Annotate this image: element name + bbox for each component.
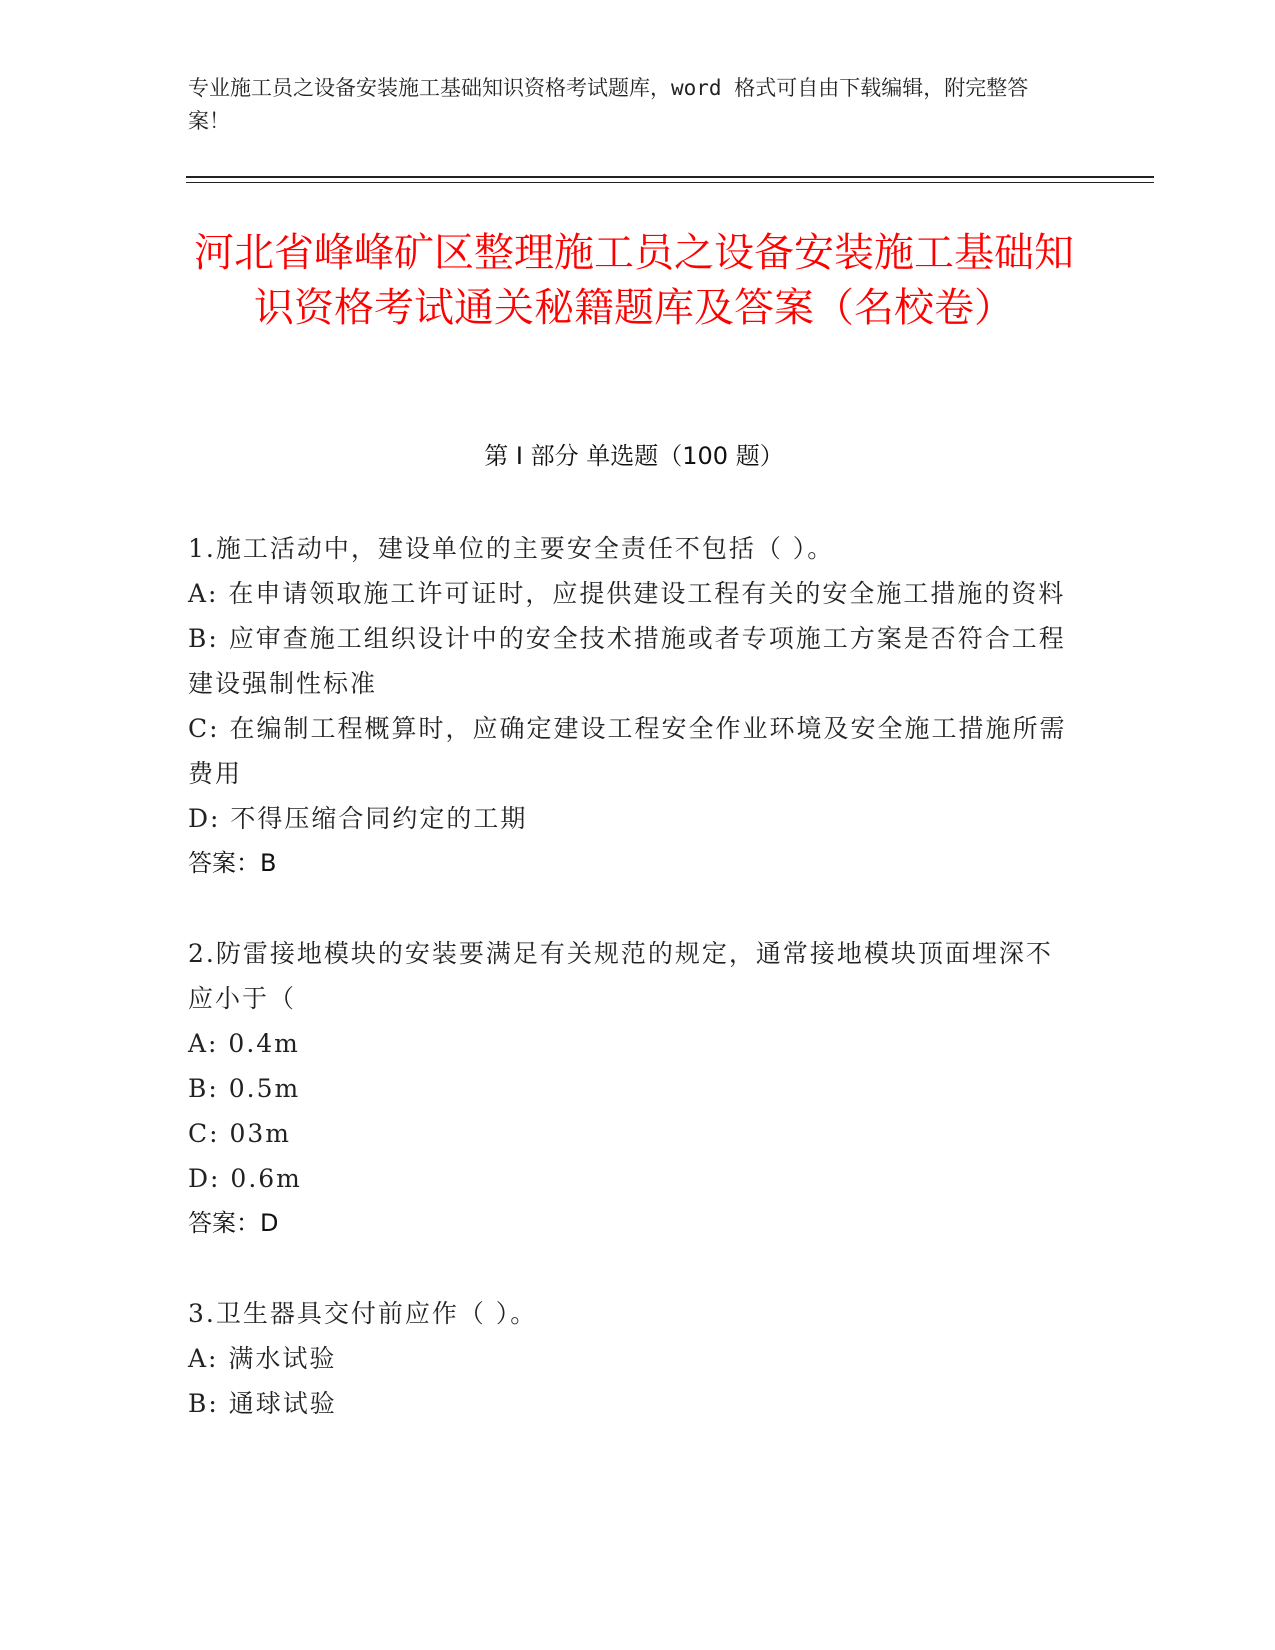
- option-a: A: 0.4m: [188, 1029, 300, 1058]
- option-b: B: 0.5m: [188, 1074, 301, 1103]
- question-text: 1.施工活动中，建设单位的主要安全责任不包括（ ）。: [188, 534, 835, 563]
- header-note: 专业施工员之设备安装施工基础知识资格考试题库，word 格式可自由下载编辑，附完整答案！: [188, 76, 1029, 133]
- option-c: C: 在编制工程概算时，应确定建设工程安全作业环境及安全施工措施所需费用: [188, 714, 1067, 788]
- option-d: D: 0.6m: [188, 1164, 302, 1193]
- section-title: 第 I 部分 单选题（100 题）: [484, 442, 784, 470]
- option-b: B: 通球试验: [188, 1389, 337, 1418]
- question-text: 2.防雷接地模块的安装要满足有关规范的规定，通常接地模块顶面埋深不应小于（: [188, 939, 1053, 1013]
- option-a: A: 满水试验: [188, 1344, 337, 1373]
- header-divider-thin: [186, 182, 1154, 183]
- option-b: B: 应审查施工组织设计中的安全技术措施或者专项施工方案是否符合工程建设强制性标准: [188, 624, 1066, 698]
- question-1: [188, 526, 1078, 886]
- option-c: C: 03m: [188, 1119, 292, 1148]
- option-d: D: 不得压缩合同约定的工期: [188, 804, 528, 833]
- question-list: [188, 526, 1078, 1471]
- answer: 答案：B: [188, 849, 277, 877]
- question-2: [188, 931, 1078, 1246]
- question-text: 3.卫生器具交付前应作（ ）。: [188, 1299, 538, 1328]
- question-3: [188, 1291, 1078, 1426]
- option-a: A: 在申请领取施工许可证时，应提供建设工程有关的安全施工措施的资料: [188, 579, 1066, 608]
- answer: 答案：D: [188, 1209, 279, 1237]
- header-divider-thick: [186, 176, 1154, 178]
- document-title: 河北省峰峰矿区整理施工员之设备安装施工基础知识资格考试通关秘籍题库及答案（名校卷）: [194, 230, 1074, 331]
